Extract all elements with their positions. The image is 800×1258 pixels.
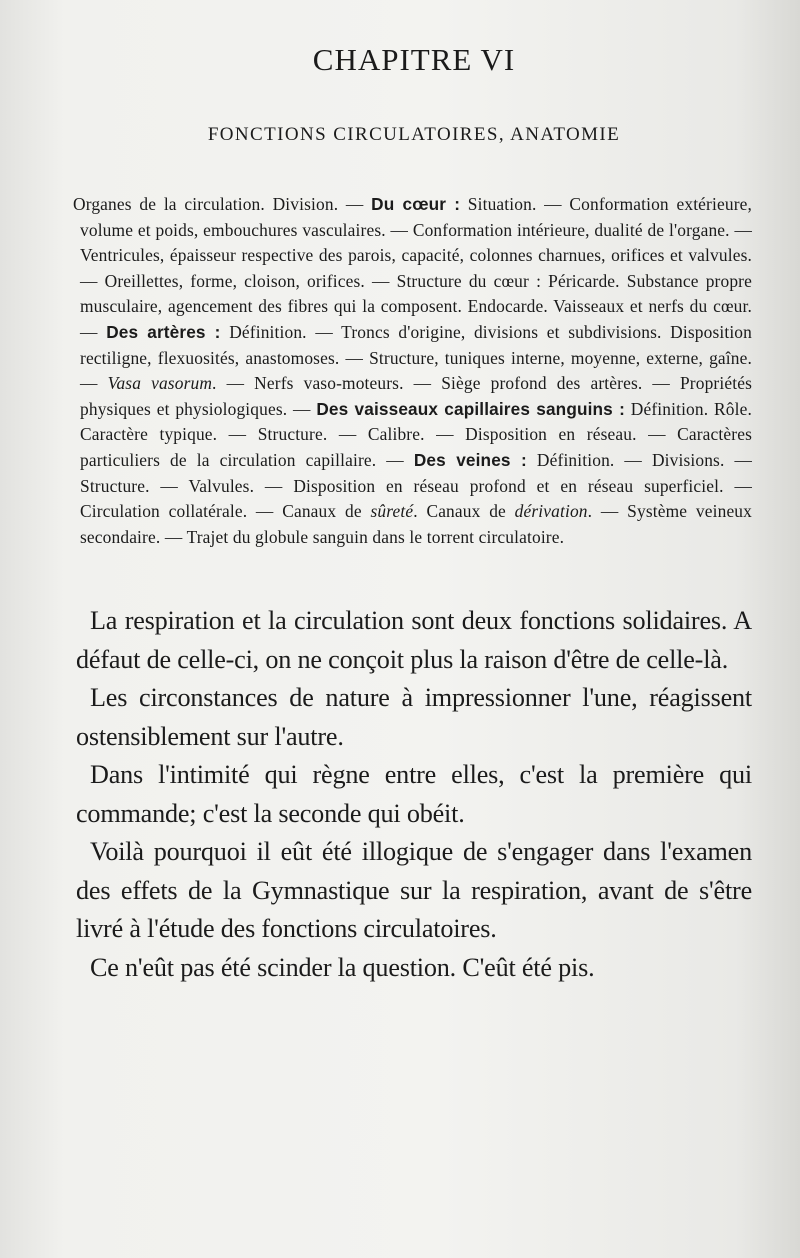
- section-title: FONCTIONS CIRCULATOIRES, ANATOMIE: [207, 124, 621, 145]
- summary-italic: dérivation: [514, 501, 588, 522]
- summary-segment: Définition. Rôle. Caractère typique. — Structure. — Calibre. — Disposition en réseau. — Caractères particuliers de la circulation capillaire. —: [80, 398, 752, 470]
- summary-heading: Des veines :: [413, 449, 527, 470]
- body-paragraph: Ce n'eût pas été scinder la question. C'eût été pis.: [90, 952, 595, 982]
- summary-segment: . — Système veineux secondaire. — Trajet du globule sanguin dans le torrent circulatoire.: [80, 501, 752, 547]
- summary-segment: Situation. — Conformation extérieure, volume et poids, embouchures vasculaires. — Conformation intérieure, dualité de l'organe. — Ventricules, épaisseur respective des parois, capacité, colonnes charnues, orifices et valvules. — Oreillettes, forme, cloison, orifices. — Structure du cœur : Péricarde. Substance propre musculaire, agencement des fibres qui la composent. Endocarde. Vaisseaux et nerfs du cœur. —: [80, 194, 752, 342]
- summary-segment: . Canaux de: [413, 501, 515, 522]
- body-paragraph: La respiration et la circulation sont deux fonctions solidaires. A défaut de celle-ci, on ne conçoit plus la raison d'être de celle-là.: [76, 606, 752, 674]
- summary-segment: Organes de la circulation. Division. —: [73, 194, 372, 214]
- summary-segment: Définition. — Troncs d'origine, divisions et subdivisions. Disposition rectiligne, flexuosités, anastomoses. — Structure, tuniques interne, moyenne, externe, gaîne. —: [80, 321, 752, 394]
- body-text: [76, 602, 752, 987]
- summary-segment: . — Nerfs vaso-moteurs. — Siège profond des artères. — Propriétés physiques et physiologiques. —: [80, 373, 752, 419]
- body-paragraph: Voilà pourquoi il eût été illogique de s'engager dans l'examen des effets de la Gymnastique sur la respiration, avant de s'être livré à l'étude des fonctions circulatoires.: [76, 837, 752, 944]
- chapter-title: CHAPITRE VI: [312, 42, 516, 77]
- chapter-summary: [73, 192, 753, 550]
- body-paragraph: Dans l'intimité qui règne entre elles, c'est la première qui commande; c'est la seconde qui obéit.: [76, 760, 752, 828]
- summary-segment: Définition. — Divisions. — Structure. — Valvules. — Disposition en réseau profond et en réseau superficiel. — Circulation collatérale. — Canaux de: [80, 449, 753, 522]
- body-paragraph: Les circonstances de nature à impressionner l'une, réagissent ostensiblement sur l'autre.: [76, 683, 752, 751]
- summary-italic: sûreté: [370, 501, 414, 522]
- summary-heading: Des artères :: [106, 321, 221, 342]
- summary-italic: Vasa vasorum: [107, 373, 213, 394]
- summary-heading: Des vaisseaux capillaires sanguins :: [316, 398, 625, 419]
- summary-heading: Du cœur :: [371, 194, 461, 214]
